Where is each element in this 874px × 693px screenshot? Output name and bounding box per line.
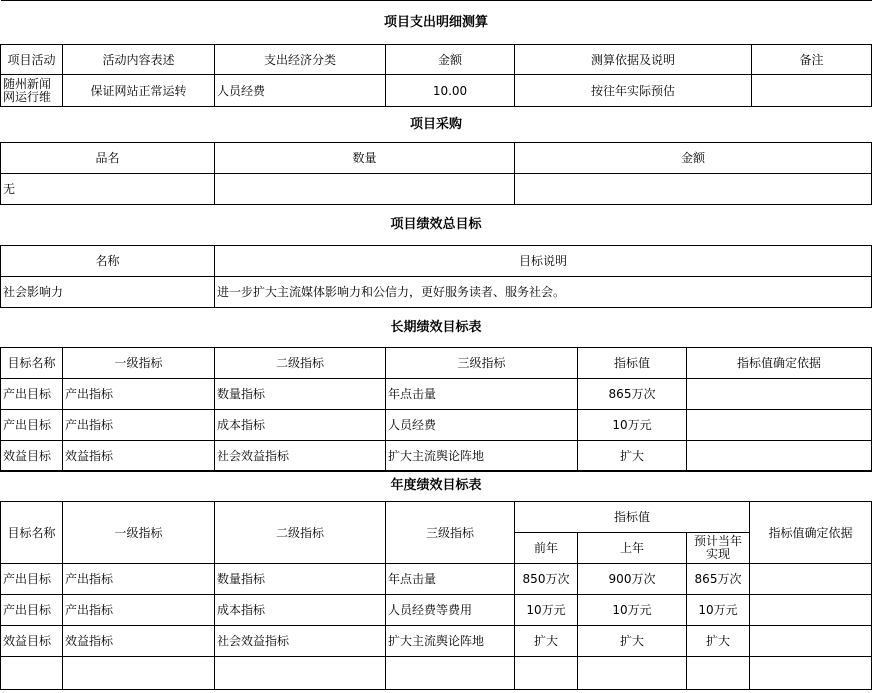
table-cell[interactable]: 产出目标 — [1, 595, 63, 626]
annual-goal-title: 年度绩效目标表 — [1, 471, 872, 502]
table-cell[interactable]: 效益指标 — [63, 626, 215, 657]
table-cell[interactable]: 产出目标 — [1, 410, 63, 441]
table-cell[interactable]: 产出指标 — [63, 410, 215, 441]
table-cell[interactable]: 人员经费 — [386, 410, 578, 441]
cell-goal-description[interactable]: 进一步扩大主流媒体影响力和公信力，更好服务读者、服务社会。 — [215, 277, 872, 308]
cell-activity-description[interactable]: 保证网站正常运转 — [63, 75, 215, 107]
table-cell[interactable]: 扩大主流舆论阵地 — [386, 626, 515, 657]
table-row — [1, 657, 872, 690]
header-goal-name: 名称 — [1, 246, 215, 277]
table-cell[interactable]: 年点击量 — [386, 564, 515, 595]
expense-detail-title: 项目支出明细测算 — [1, 1, 872, 45]
table-cell[interactable]: 10万元 — [515, 595, 578, 626]
cell-economic-classification[interactable]: 人员经费 — [215, 75, 386, 107]
table-row — [1, 379, 872, 410]
header-activity-description: 活动内容表述 — [63, 45, 215, 75]
table-cell[interactable]: 社会效益指标 — [215, 626, 386, 657]
table-cell[interactable] — [687, 410, 872, 441]
table-cell[interactable]: 10万元 — [578, 410, 687, 441]
header-amount: 金额 — [386, 45, 515, 75]
header-procurement-amount: 金额 — [515, 143, 872, 174]
table-cell[interactable]: 成本指标 — [215, 410, 386, 441]
an-subheader-last-year: 上年 — [578, 533, 687, 564]
an-header-level1: 一级指标 — [63, 502, 215, 564]
an-subheader-year-before-last: 前年 — [515, 533, 578, 564]
expense-detail-table — [0, 0, 872, 107]
empty-cell[interactable] — [687, 657, 750, 690]
lt-header-level3: 三级指标 — [386, 348, 578, 379]
lt-header-basis: 指标值确定依据 — [687, 348, 872, 379]
an-header-value: 指标值 — [515, 502, 750, 533]
an-subheader-expected-current: 预计当年实现 — [687, 533, 750, 564]
empty-cell[interactable] — [750, 657, 872, 690]
table-cell[interactable]: 产出目标 — [1, 379, 63, 410]
table-cell[interactable]: 扩大 — [687, 626, 750, 657]
cell-remark[interactable] — [752, 75, 872, 107]
lt-header-goal-name: 目标名称 — [1, 348, 63, 379]
table-cell[interactable]: 865万次 — [578, 379, 687, 410]
annual-goal-table — [0, 470, 872, 690]
cell-item-name[interactable]: 无 — [1, 174, 215, 205]
cell-goal-name[interactable]: 社会影响力 — [1, 277, 215, 308]
table-cell[interactable]: 扩大 — [578, 626, 687, 657]
table-cell[interactable]: 扩大 — [578, 441, 687, 472]
table-cell[interactable] — [687, 379, 872, 410]
procurement-table — [0, 106, 872, 205]
lt-header-level2: 二级指标 — [215, 348, 386, 379]
empty-cell[interactable] — [1, 657, 63, 690]
cell-basis[interactable]: 按往年实际预估 — [515, 75, 752, 107]
table-row — [1, 410, 872, 441]
table-cell[interactable]: 成本指标 — [215, 595, 386, 626]
table-cell[interactable]: 产出目标 — [1, 564, 63, 595]
empty-cell[interactable] — [386, 657, 515, 690]
table-cell[interactable]: 产出指标 — [63, 595, 215, 626]
table-cell[interactable]: 865万次 — [687, 564, 750, 595]
table-cell[interactable] — [750, 564, 872, 595]
table-row — [1, 564, 872, 595]
overall-goal-title: 项目绩效总目标 — [1, 205, 872, 246]
table-cell[interactable]: 产出指标 — [63, 564, 215, 595]
header-goal-description: 目标说明 — [215, 246, 872, 277]
table-cell[interactable]: 900万次 — [578, 564, 687, 595]
empty-cell[interactable] — [63, 657, 215, 690]
table-row — [1, 441, 872, 472]
table-cell[interactable]: 效益指标 — [63, 441, 215, 472]
an-header-level3: 三级指标 — [386, 502, 515, 564]
header-item-name: 品名 — [1, 143, 215, 174]
cell-amount[interactable]: 10.00 — [386, 75, 515, 107]
header-quantity: 数量 — [215, 143, 515, 174]
empty-cell[interactable] — [515, 657, 578, 690]
overall-goal-table — [0, 204, 872, 308]
cell-quantity[interactable] — [215, 174, 515, 205]
cell-procurement-amount[interactable] — [515, 174, 872, 205]
table-row — [1, 595, 872, 626]
header-economic-classification: 支出经济分类 — [215, 45, 386, 75]
table-cell[interactable]: 产出指标 — [63, 379, 215, 410]
header-basis: 测算依据及说明 — [515, 45, 752, 75]
table-cell[interactable]: 效益目标 — [1, 626, 63, 657]
table-cell[interactable]: 10万元 — [687, 595, 750, 626]
lt-header-value: 指标值 — [578, 348, 687, 379]
table-cell[interactable]: 10万元 — [578, 595, 687, 626]
header-project-activity: 项目活动 — [1, 45, 63, 75]
table-cell[interactable] — [750, 626, 872, 657]
an-header-basis: 指标值确定依据 — [750, 502, 872, 564]
table-row — [1, 626, 872, 657]
an-header-level2: 二级指标 — [215, 502, 386, 564]
table-cell[interactable]: 效益目标 — [1, 441, 63, 472]
table-cell[interactable]: 数量指标 — [215, 564, 386, 595]
empty-cell[interactable] — [578, 657, 687, 690]
an-header-goal-name: 目标名称 — [1, 502, 63, 564]
table-cell[interactable] — [687, 441, 872, 472]
table-cell[interactable] — [750, 595, 872, 626]
table-cell[interactable]: 扩大 — [515, 626, 578, 657]
lt-header-level1: 一级指标 — [63, 348, 215, 379]
table-cell[interactable]: 年点击量 — [386, 379, 578, 410]
table-cell[interactable]: 社会效益指标 — [215, 441, 386, 472]
long-term-goal-title: 长期绩效目标表 — [1, 308, 872, 348]
long-term-goal-table — [0, 307, 872, 472]
empty-cell[interactable] — [215, 657, 386, 690]
header-remark: 备注 — [752, 45, 872, 75]
table-cell[interactable]: 人员经费等费用 — [386, 595, 515, 626]
procurement-title: 项目采购 — [1, 107, 872, 143]
table-cell[interactable]: 扩大主流舆论阵地 — [386, 441, 578, 472]
table-cell[interactable]: 数量指标 — [215, 379, 386, 410]
table-cell[interactable]: 850万次 — [515, 564, 578, 595]
cell-project-activity[interactable]: 随州新闻网运行维 — [1, 75, 63, 107]
